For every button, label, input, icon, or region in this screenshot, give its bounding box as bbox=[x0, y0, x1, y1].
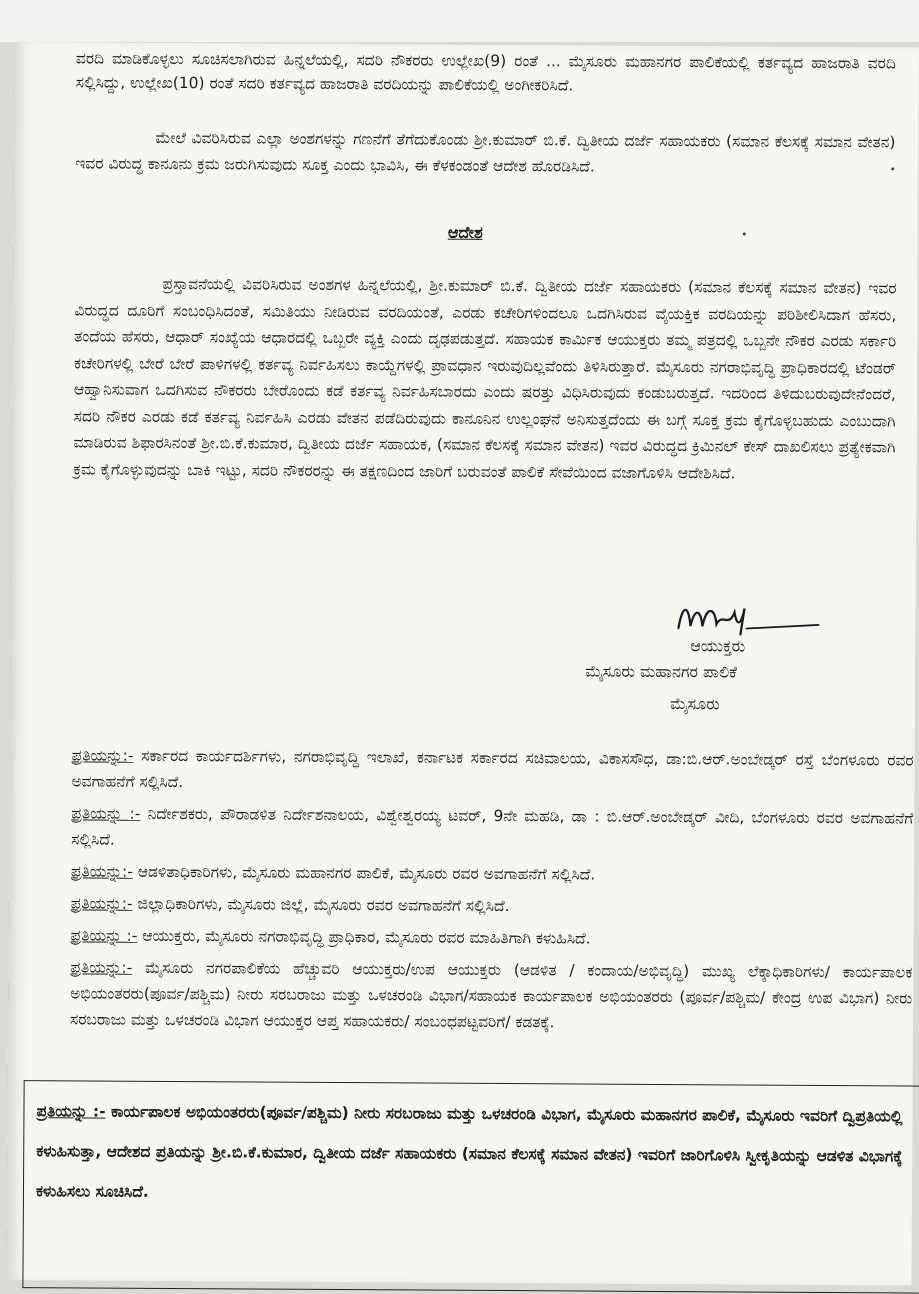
paper-speck bbox=[891, 167, 894, 170]
copy-label: ಪ್ರತಿಯನ್ನು:- bbox=[70, 958, 133, 977]
copy-item bbox=[71, 800, 913, 857]
copy-label: ಪ್ರತಿಯನ್ನು:- bbox=[70, 862, 133, 881]
copy-label: ಪ್ರತಿಯನ್ನು:- bbox=[70, 894, 133, 913]
copy-text: ಮೈಸೂರು ನಗರಪಾಲಿಕೆಯ ಹೆಚ್ಚುವರಿ ಆಯುಕ್ತರು/ಉಪ ಆಯುಕ್ತರು (ಆಡಳಿತ / ಕಂದಾಯ/ಅಭಿವೃದ್ಧಿ) ಮುಖ್ಯ ಲೆಕ್ಕಾಧಿಕಾರಿಗಳು/ ಕಾರ್ಯಪಾಲಕ ಅಭಿಯಂತರರು(ಪೂರ್ವ/ಪಶ್ಚಿಮ) ನೀರು ಸರಬರಾಜು ಮತ್ತು ಒಳಚರಂಡಿ ವಿಭಾಗ/ಸಹಾಯಕ ಕಾರ್ಯಪಾಲಕ ಅಭಿಯಂತರರು (ಪೂರ್ವ/ಪಶ್ಚಿಮ/ ಕೇಂದ್ರ ಉಪ ವಿಭಾಗ) ನೀರು ಸರಬರಾಜು ಮತ್ತು ಒಳಚರಂಡಿ ವಿಭಾಗ ಆಯುಕ್ತರ ಆಪ್ತ ಸಹಾಯಕರು/ ಸಂಬಂಧಪಟ್ಟವರಿಗೆ/ ಕಡತಕ್ಕೆ. bbox=[69, 958, 913, 1032]
paragraph-top: ವರದಿ ಮಾಡಿಕೊಳ್ಳಲು ಸೂಚಿಸಲಾಗಿರುವ ಹಿನ್ನಲೆಯಲ್ಲಿ, ಸದರಿ ನೌಕರರು ಉಲ್ಲೇಖ(9) ರಂತೆ ... ಮೈಸೂರು ಮಹಾನಗರ ಪಾಲಿಕೆಯಲ್ಲಿ ಕರ್ತವ್ಯದ ಹಾಜರಾತಿ ವರದಿ ಸಲ್ಲಿಸಿದ್ದು, ಉಲ್ಲೇಖ(10) ರಂತೆ ಸದರಿ ಕರ್ತವ್ಯದ ಹಾಜರಾತಿ ವರದಿಯನ್ನು ಪಾಲಿಕೆಯಲ್ಲಿ ಅಂಗೀಕರಿಸಿದೆ. bbox=[75, 49, 896, 95]
copy-item bbox=[71, 890, 913, 921]
copies-list bbox=[70, 742, 914, 1043]
signatory-title: ಆಯುಕ್ತರು bbox=[690, 636, 746, 656]
signature-scribble bbox=[670, 598, 830, 639]
copy-item bbox=[71, 742, 913, 799]
signatory-office: ಮೈಸೂರು ಮಹಾನಗರ ಪಾಲಿಕೆ bbox=[585, 661, 738, 682]
signatory-place: ಮೈಸೂರು bbox=[669, 694, 720, 714]
copy-label: ಪ್ರತಿಯನ್ನು :- bbox=[71, 804, 141, 823]
copy-text: ಸರ್ಕಾರದ ಕಾರ್ಯದರ್ಶಿಗಳು, ನಗರಾಭಿವೃದ್ಧಿ ಇಲಾಖೆ, ಕರ್ನಾಟಕ ಸರ್ಕಾರದ ಸಚಿವಾಲಯ, ವಿಕಾಸಸೌಧ, ಡಾ:ಬಿ.ಆರ್.ಅಂಬೇಡ್ಕರ್ ರಸ್ತೆ ಬೆಂಗಳೂರು ರವರ ಅವಗಾಹನೆಗೆ ಸಲ್ಲಿಸಿದೆ. bbox=[71, 746, 914, 792]
copy-text: ನಿರ್ದೇಶಕರು, ಪೌರಾಡಳಿತ ನಿರ್ದೇಶನಾಲಯ, ವಿಶ್ವೇಶ್ವರಯ್ಯ ಟವರ್, 9ನೇ ಮಹಡಿ, ಡಾ : ಬಿ.ಆರ್.ಅಂಬೇಡ್ಕರ್ ವೀದಿ, ಬೆಂಗಳೂರು ರವರ ಅವಗಾಹನೆಗೆ ಸಲ್ಲಿಸಿದೆ. bbox=[71, 804, 914, 849]
copy-item bbox=[70, 954, 912, 1037]
paragraph-reasoning: ಮೇಲೆ ವಿವರಿಸಿರುವ ಎಲ್ಲಾ ಅಂಶಗಳನ್ನು ಗಣನೆಗೆ ತೆಗೆದುಕೊಂಡು ಶ್ರೀ.ಕುಮಾರ್ ಬಿ.ಕೆ. ದ್ವಿತೀಯ ದರ್ಜೆ ಸಹಾಯಕರು (ಸಮಾನ ಕೆಲಸಕ್ಕೆ ಸಮಾನ ವೇತನ) ಇವರ ವಿರುದ್ಧ ಕಾನೂನು ಕ್ರಮ ಜರುಗಿಸುವುದು ಸೂಕ್ತ ಎಂದು ಭಾವಿಸಿ, ಈ ಕೆಳಕಂಡಂತೆ ಆದೇಶ ಹೊರಡಿಸಿದೆ. bbox=[75, 128, 896, 176]
boxed-copy-text: ಕಾರ್ಯಪಾಲಕ ಅಭಿಯಂತರರು(ಪೂರ್ವ/ಪಶ್ಚಿಮ) ನೀರು ಸರಬರಾಜು ಮತ್ತು ಒಳಚರಂಡಿ ವಿಭಾಗ, ಮೈಸೂರು ಮಹಾನಗರ ಪಾಲಿಕೆ, ಮೈಸೂರು ಇವರಿಗೆ ದ್ವಿಪ್ರತಿಯಲ್ಲಿ ಕಳುಹಿಸುತ್ತಾ, ಆದೇಶದ ಪ್ರತಿಯನ್ನು ಶ್ರೀ.ಬಿ.ಕೆ.ಕುಮಾರ, ದ್ವಿತೀಯ ದರ್ಜೆ ಸಹಾಯಕರು (ಸಮಾನ ಕೆಲಸಕ್ಕೆ ಸಮಾನ ವೇತನ) ಇವರಿಗೆ ಜಾರಿಗೊಳಿಸಿ ಸ್ವೀಕೃತಿಯನ್ನು ಆಡಳಿತ ವಿಭಾಗಕ್ಕೆ ಕಳುಹಿಸಲು ಸೂಚಿಸಿದೆ. bbox=[35, 1102, 903, 1201]
order-heading: ಆದೇಶ bbox=[447, 222, 483, 242]
document-body bbox=[35, 42, 914, 1201]
copy-label: ಪ್ರತಿಯನ್ನು :- bbox=[70, 926, 138, 945]
document-page bbox=[6, 42, 919, 1286]
boxed-copy-label: ಪ್ರತಿಯನ್ನು :- bbox=[36, 1102, 106, 1121]
boxed-copy bbox=[22, 1080, 919, 1293]
order-body: ಪ್ರಸ್ತಾವನೆಯಲ್ಲಿ ವಿವರಿಸಿರುವ ಅಂಶಗಳ ಹಿನ್ನಲೆಯಲ್ಲಿ, ಶ್ರೀ.ಕುಮಾರ್ ಬಿ.ಕೆ. ದ್ವಿತೀಯ ದರ್ಜೆ ಸಹಾಯಕರು (ಸಮಾನ ಕೆಲಸಕ್ಕೆ ಸಮಾನ ವೇತನ) ಇವರ ವಿರುದ್ಧದ ದೂರಿಗೆ ಸಂಬಂಧಿಸಿದಂತೆ, ಸಮಿತಿಯು ನೀಡಿರುವ ವರದಿಯಂತೆ, ಎರಡು ಕಚೇರಿಗಳಿಂದಲೂ ಒದಗಿಸಿರುವ ವೈಯಕ್ತಿಕ ವರದಿಯನ್ನು ಪರಿಶೀಲಿಸಿದಾಗ ಹೆಸರು, ತಂದೆಯ ಹೆಸರು, ಆಧಾರ್ ಸಂಖ್ಯೆಯ ಆಧಾರದಲ್ಲಿ ಒಬ್ಬರೇ ವ್ಯಕ್ತಿ ಎಂದು ದೃಢಪಡುತ್ತದೆ. ಸಹಾಯಕ ಕಾರ್ಮಿಕ ಆಯುಕ್ತರು ತಮ್ಮ ಪತ್ರದಲ್ಲಿ ಒಬ್ಬನೇ ನೌಕರ ಎರಡು ಸರ್ಕಾರಿ ಕಚೇರಿಗಳಲ್ಲಿ ಬೇರೆ ಬೇರೆ ಪಾಳಿಗಳಲ್ಲಿ ಕರ್ತವ್ಯ ನಿರ್ವಹಿಸಲು ಕಾಯ್ದೆಗಳಲ್ಲಿ ಪ್ರಾವಧಾನ ಇರುವುದಿಲ್ಲವೆಂದು ತಿಳಿಸಿರುತ್ತಾರೆ. ಮೈಸೂರು ನಗರಾಭಿವೃದ್ಧಿ ಪ್ರಾಧಿಕಾರದಲ್ಲಿ ಟೆಂಡರ್ ಆಹ್ವಾನಿಸುವಾಗ ಒದಗಿಸುವ ನೌಕರರು ಬೇರೊಂದು ಕಡೆ ಕರ್ತವ್ಯ ನಿರ್ವಹಿಸಬಾರದು ಎಂದು ಷರತ್ತು ವಿಧಿಸಿರುವುದು ಕಂಡುಬರುತ್ತದೆ. ಇದರಿಂದ ತಿಳಿದುಬರುವುದೇನೆಂದರೆ, ಸದರಿ ನೌಕರ ಎರಡು ಕಡೆ ಕರ್ತವ್ಯ ನಿರ್ವಹಿಸಿ ಎರಡು ವೇತನ ಪಡೆದಿರುವುದು ಕಾನೂನಿನ ಉಲ್ಲಂಘನೆ ಅನಿಸುತ್ತದೆಂದು ಈ ಬಗ್ಗೆ ಸೂಕ್ತ ಕ್ರಮ ಕೈಗೊಳ್ಳಬಹುದು ಎಂಬುದಾಗಿ ಮಾಡಿರುವ ಶಿಫಾರಸಿನಂತೆ ಶ್ರೀ.ಬಿ.ಕೆ.ಕುಮಾರ, ದ್ವಿತೀಯ ದರ್ಜೆ ಸಹಾಯಕ, (ಸಮಾನ ಕೆಲಸಕ್ಕೆ ಸಮಾನ ವೇತನ) ಇವರ ವಿರುದ್ಧದ ಕ್ರಿಮಿನಲ್ ಕೇಸ್ ದಾಖಲಿಸಲು ಪ್ರತ್ಯೇಕವಾಗಿ ಕ್ರಮ ಕೈಗೊಳ್ಳುವುದನ್ನು ಬಾಕಿ ಇಟ್ಟು, ಸದರಿ ನೌಕರರನ್ನು ಈ ತಕ್ಷಣದಿಂದ ಜಾರಿಗೆ ಬರುವಂತೆ ಪಾಲಿಕೆ ಸೇವೆಯಿಂದ ವಜಾಗೊಳಿಸಿ ಆದೇಶಿಸಿದೆ. bbox=[73, 274, 897, 482]
copy-text: ಜಿಲ್ಲಾಧಿಕಾರಿಗಳು, ಮೈಸೂರು ಜಿಲ್ಲೆ, ಮೈಸೂರು ರವರ ಅವಗಾಹನೆಗೆ ಸಲ್ಲಿಸಿದೆ. bbox=[132, 894, 510, 916]
copy-item bbox=[70, 922, 912, 953]
copy-text: ಆಡಳಿತಾಧಿಕಾರಿಗಳು, ಮೈಸೂರು ಮಹಾನಗರ ಪಾಲಿಕೆ, ಮೈಸೂರು ರವರ ಅವಗಾಹನೆಗೆ ಸಲ್ಲಿಸಿದೆ. bbox=[132, 862, 596, 884]
copy-label: ಪ್ರತಿಯನ್ನು:- bbox=[71, 746, 134, 765]
paper-speck bbox=[743, 232, 746, 235]
copy-text: ಆಯುಕ್ತರು, ಮೈಸೂರು ನಗರಾಭಿವೃದ್ಧಿ ಪ್ರಾಧಿಕಾರ, ಮೈಸೂರು ರವರ ಮಾಹಿತಿಗಾಗಿ ಕಳುಹಿಸಿದೆ. bbox=[137, 926, 591, 948]
copy-item bbox=[71, 858, 913, 889]
top-bar bbox=[0, 0, 919, 42]
